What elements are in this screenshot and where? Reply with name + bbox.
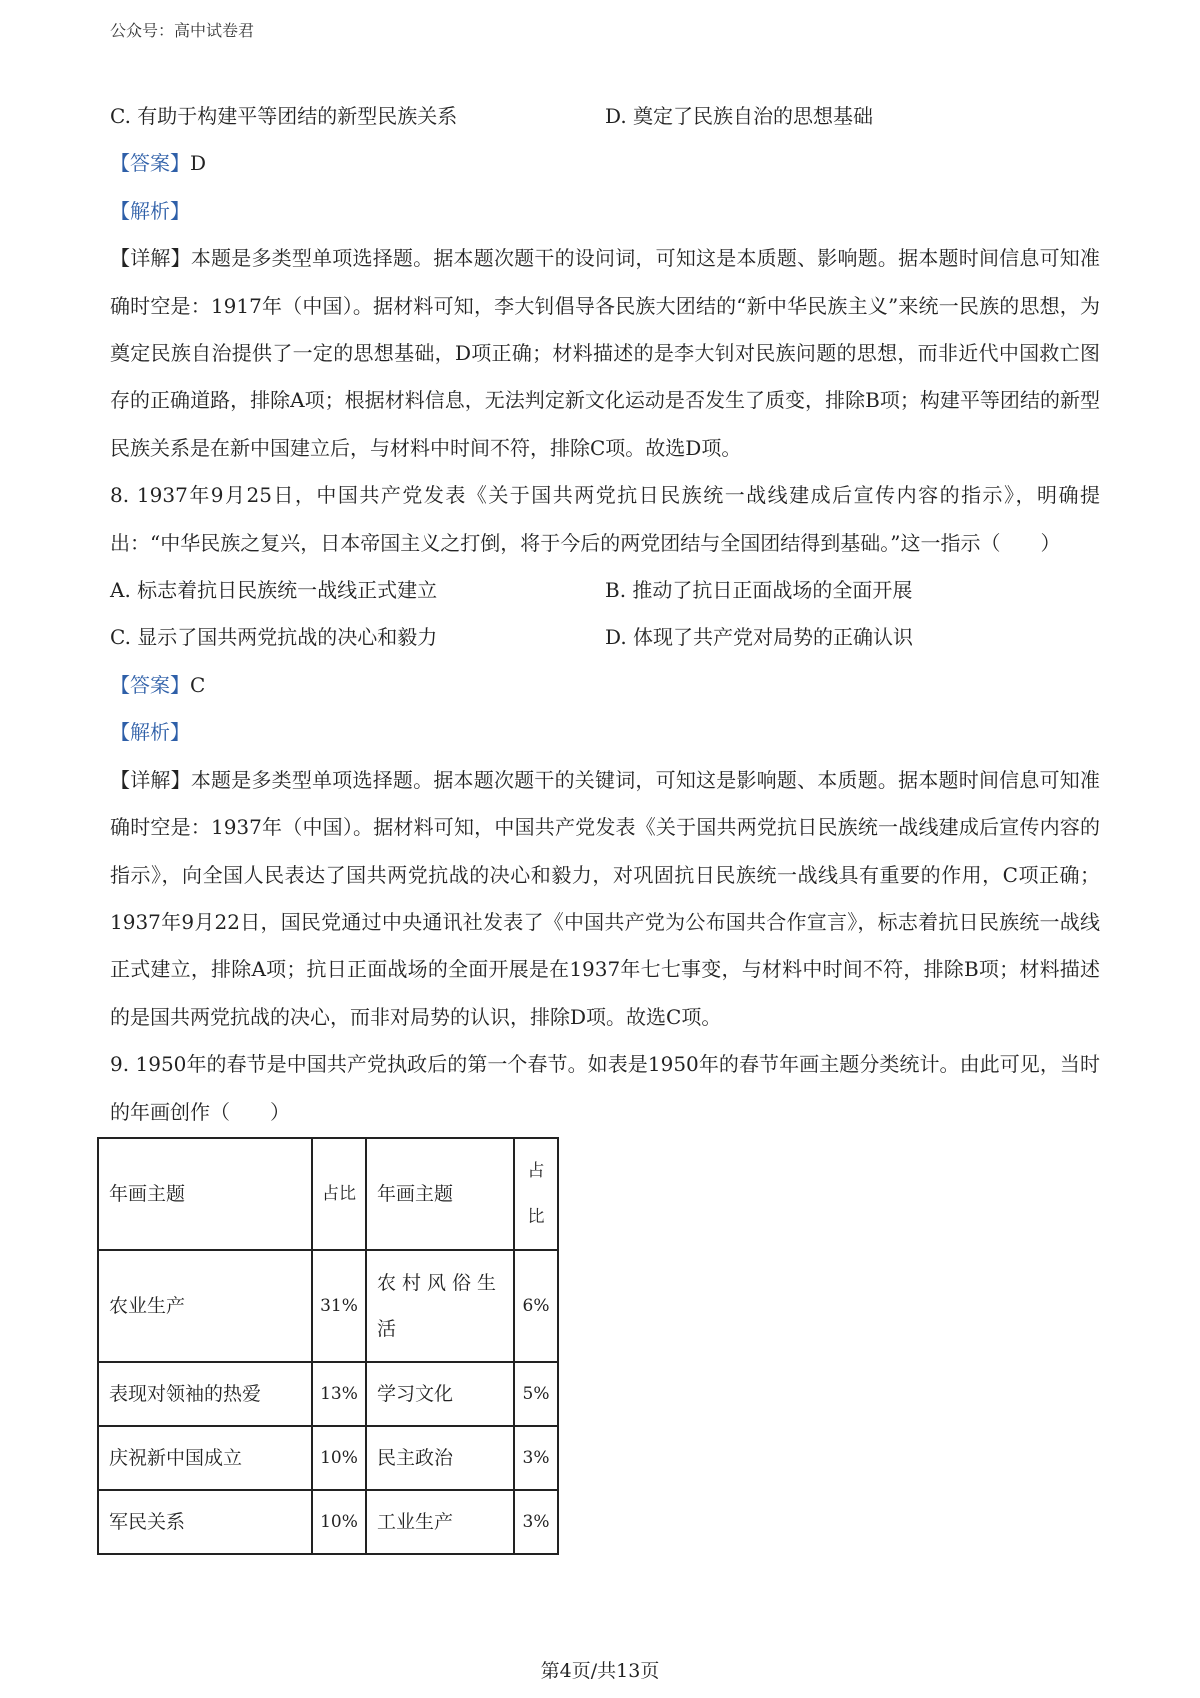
q8-options-cd <box>110 614 1100 661</box>
q7-detail: 【详解】本题是多类型单项选择题。据本题次题干的设问词，可知这是本质题、影响题。据本题时间信息可知准确时空是：1917年（中国）。据材料可知，李大钊倡导各民族大团结的“新中华民族主义”来统一民族的思想，为奠定民族自治提供了一定的思想基础，D项正确；材料描述的是李大钊对民族问题的思想，而非近代中国救亡图存的正确道路，排除A项；根据材料信息，无法判定新文化运动是否发生了质变，排除B项；构建平等团结的新型民族关系是在新中国建立后，与材料中时间不符，排除C项。故选D项。 <box>110 246 1100 460</box>
theme-cell: 学习文化 <box>366 1362 514 1426</box>
q8-stem: 8. 1937年9月25日，中国共产党发表《关于国共两党抗日民族统一战线建成后宣传内容的指示》，明确提出：“中华民族之复兴，日本帝国主义之打倒，将于今后的两党团结与全国团结得到基础。”这一指示（ ） <box>110 483 1100 555</box>
share-cell: 10% <box>312 1426 366 1490</box>
document-body <box>110 93 1100 1136</box>
q7-option-d: D. 奠定了民族自治的思想基础 <box>605 104 874 128</box>
share-cell: 3% <box>514 1490 558 1554</box>
table-row <box>98 1490 558 1554</box>
theme-cell: 农业生产 <box>98 1250 312 1362</box>
header-cell: 占比 <box>312 1138 366 1250</box>
q8-option-b: B. 推动了抗日正面战场的全面开展 <box>605 578 913 603</box>
share-cell: 31% <box>312 1250 366 1362</box>
page-header: 公众号：高中试卷君 <box>110 21 255 40</box>
header-cell: 年画主题 <box>366 1138 514 1250</box>
q8-option-c: C. 显示了国共两党抗战的决心和毅力 <box>110 625 438 650</box>
new-year-painting-table <box>97 1137 559 1555</box>
theme-cell: 工业生产 <box>366 1490 514 1554</box>
q8-answer <box>110 662 1100 709</box>
q7-options <box>110 93 1100 140</box>
table-row <box>98 1250 558 1362</box>
header-cell: 占比 <box>514 1138 558 1250</box>
theme-cell: 庆祝新中国成立 <box>98 1426 312 1490</box>
share-cell: 10% <box>312 1490 366 1554</box>
answer-tag: 【答案】 <box>110 151 190 176</box>
theme-cell: 民主政治 <box>366 1426 514 1490</box>
share-cell: 3% <box>514 1426 558 1490</box>
q9-stem: 9. 1950年的春节是中国共产党执政后的第一个春节。如表是1950年的春节年画主题分类统计。由此可见，当时的年画创作（ ） <box>110 1052 1100 1124</box>
q7-answer <box>110 140 1100 187</box>
theme-cell: 农村风俗生活 <box>366 1250 514 1362</box>
theme-cell: 军民关系 <box>98 1490 312 1554</box>
q8-option-a: A. 标志着抗日民族统一战线正式建立 <box>110 578 438 603</box>
theme-cell: 表现对领袖的热爱 <box>98 1362 312 1426</box>
table-row <box>98 1362 558 1426</box>
share-cell: 6% <box>514 1250 558 1362</box>
answer-tag: 【答案】 <box>110 672 190 697</box>
page-footer: 第4页/共13页 <box>540 1660 660 1682</box>
header-cell: 年画主题 <box>98 1138 312 1250</box>
answer-value: D <box>190 151 207 176</box>
q8-option-d: D. 体现了共产党对局势的正确认识 <box>605 625 914 650</box>
share-cell: 5% <box>514 1362 558 1426</box>
q7-option-c: C. 有助于构建平等团结的新型民族关系 <box>110 104 458 128</box>
share-cell: 13% <box>312 1362 366 1426</box>
q7-analysis-tag: 【解析】 <box>110 198 190 223</box>
q8-options-ab <box>110 567 1100 614</box>
answer-value: C <box>190 672 206 697</box>
table-row <box>98 1426 558 1490</box>
q8-analysis-tag: 【解析】 <box>110 720 190 745</box>
table-header-row <box>98 1138 558 1250</box>
q8-detail: 【详解】本题是多类型单项选择题。据本题次题干的关键词，可知这是影响题、本质题。据本题时间信息可知准确时空是：1937年（中国）。据材料可知，中国共产党发表《关于国共两党抗日民族统一战线建成后宣传内容的指示》，向全国人民表达了国共两党抗战的决心和毅力，对巩固抗日民族统一战线具有重要的作用，C项正确；1937年9月22日，国民党通过中央通讯社发表了《中国共产党为公布国共合作宣言》，标志着抗日民族统一战线正式建立，排除A项；抗日正面战场的全面开展是在1937年七七事变，与材料中时间不符，排除B项；材料描述的是国共两党抗战的决心，而非对局势的认识，排除D项。故选C项。 <box>110 767 1100 1029</box>
